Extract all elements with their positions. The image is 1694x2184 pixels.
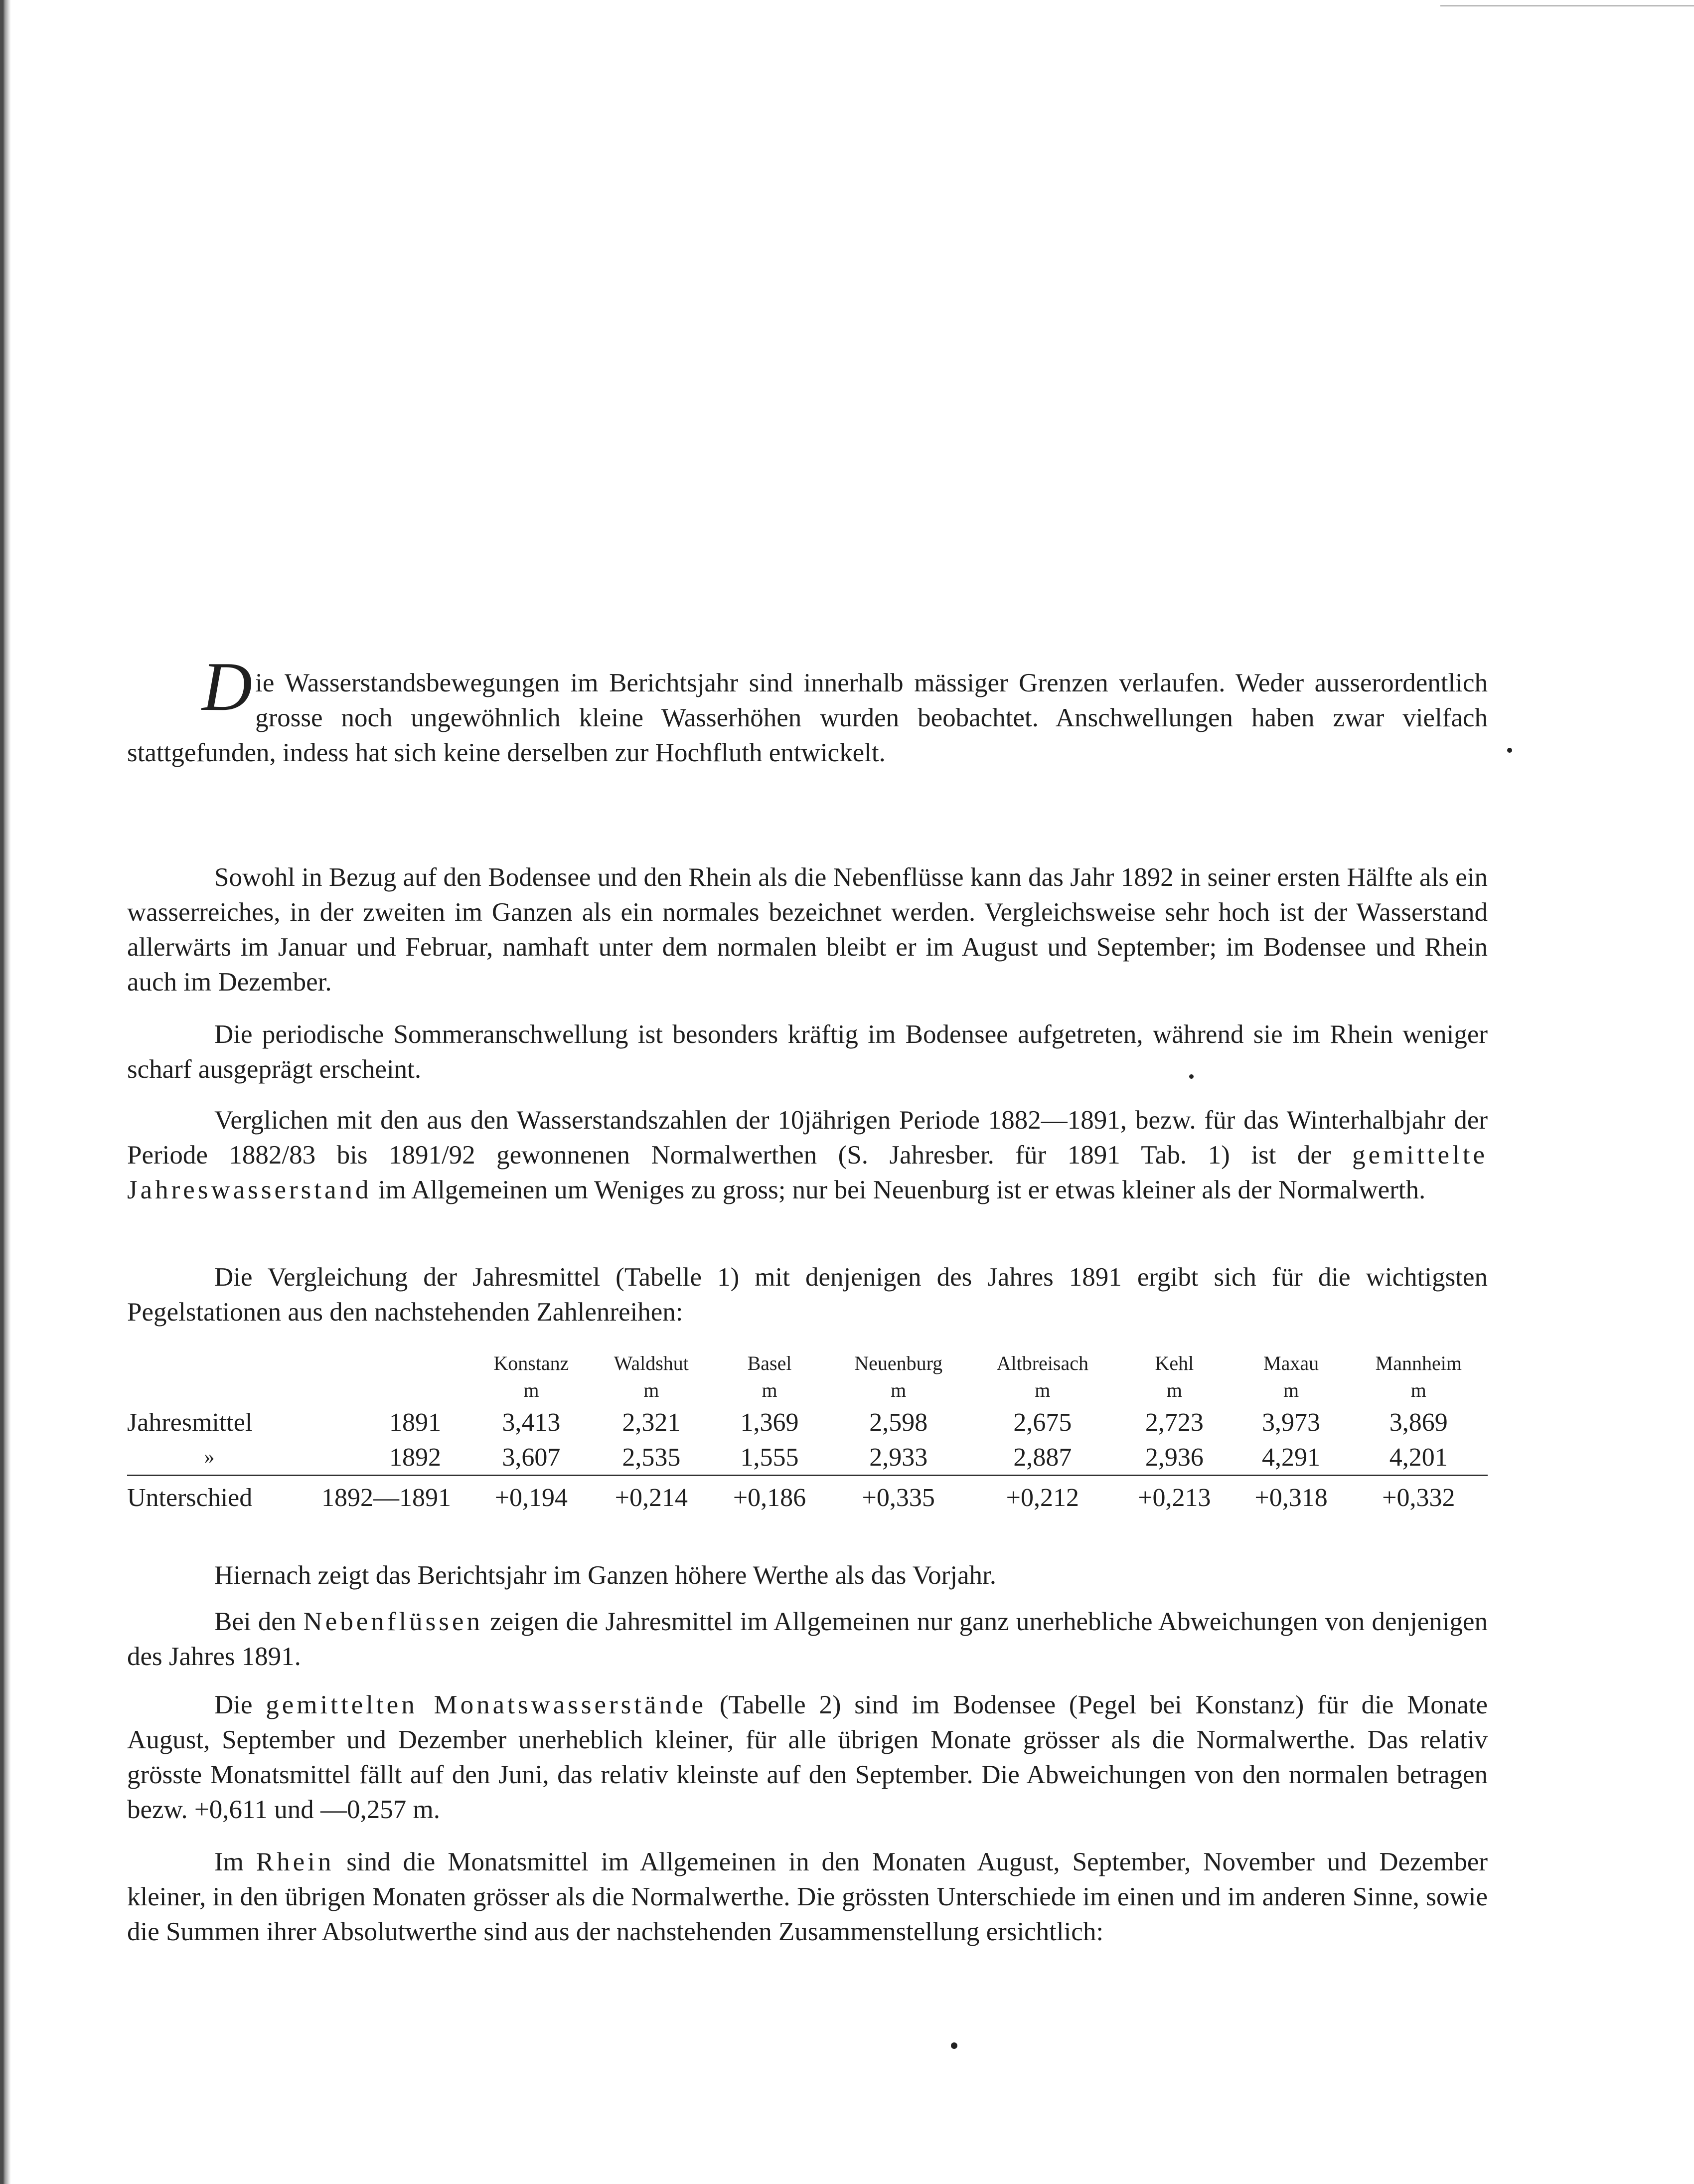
paragraph-7-text-a: Bei den xyxy=(214,1607,304,1636)
table-cell: 2,675 xyxy=(1013,1408,1072,1437)
header-unit: m xyxy=(1166,1378,1182,1401)
paragraph-intro xyxy=(127,648,1488,770)
paragraph-6-text: Hiernach zeigt das Berichtsjahr im Ganzen höhere Werthe als das Vorjahr. xyxy=(214,1561,997,1590)
header-unit: m xyxy=(891,1378,907,1401)
comparison-table xyxy=(127,1346,1488,1519)
table-cell: 1,369 xyxy=(740,1408,799,1437)
table-cell: +0,332 xyxy=(1382,1483,1455,1512)
scan-speck xyxy=(1507,748,1512,753)
table-cell: +0,318 xyxy=(1254,1483,1328,1512)
paragraph-7 xyxy=(127,1604,1488,1674)
header-unit: m xyxy=(643,1378,659,1401)
paragraph-4-text-a: Verglichen mit den aus den Wasserstandszahlen der 10jährigen Periode 1882—1891, bezw. für das Winterhalbjahr der Periode 1882/83 bis 1891/92 gewonnenen Normalwerthen (S. Jahresber. für 1891 Tab. 1) ist der xyxy=(127,1106,1488,1170)
header-station: Kehl xyxy=(1155,1352,1194,1374)
paragraph-3-text: Die periodische Sommeranschwellung ist besonders kräftig im Bodensee aufgetreten, während sie im Rhein weniger scharf ausgeprägt erscheint. xyxy=(127,1020,1488,1084)
header-station: Altbreisach xyxy=(996,1352,1088,1374)
table-cell: +0,214 xyxy=(615,1483,688,1512)
paragraph-4-emphasis: gemittelte Jahreswasserstand xyxy=(127,1141,1488,1204)
table-cell: 1,555 xyxy=(711,1440,828,1476)
header-station: Konstanz xyxy=(493,1352,569,1374)
paragraph-7-text-b: zeigen die Jahresmittel im Allgemeinen nur ganz unerhebliche Abweichungen von denjenigen des Jahres 1891. xyxy=(127,1607,1488,1671)
table-cell: 3,607 xyxy=(471,1440,592,1476)
paragraph-8-emphasis: gemittelten Monatswasserstände xyxy=(266,1690,707,1719)
header-unit: m xyxy=(523,1378,539,1401)
row-label: Jahresmittel xyxy=(127,1408,253,1437)
table-header-units xyxy=(127,1375,1488,1405)
table-cell: +0,194 xyxy=(494,1483,568,1512)
table-cell: 2,936 xyxy=(1116,1440,1232,1476)
header-station: Mannheim xyxy=(1375,1352,1462,1374)
table-cell: 2,887 xyxy=(969,1440,1116,1476)
row-label: Unterschied xyxy=(127,1483,253,1512)
paragraph-8-text-a: Die xyxy=(214,1690,266,1719)
paragraph-9-text-a: Im xyxy=(214,1848,256,1876)
paragraph-9-emphasis: Rhein xyxy=(256,1848,334,1876)
scan-binding-edge xyxy=(0,0,11,2184)
table-cell: 3,973 xyxy=(1262,1408,1321,1437)
header-unit: m xyxy=(1283,1378,1299,1401)
paragraph-9 xyxy=(127,1845,1488,1949)
header-station: Maxau xyxy=(1263,1352,1319,1374)
row-label-ditto: » xyxy=(127,1440,292,1476)
table-cell: 2,535 xyxy=(592,1440,711,1476)
header-station: Neuenburg xyxy=(854,1352,943,1374)
row-year: 1892 xyxy=(292,1440,471,1476)
table-row xyxy=(127,1440,1488,1476)
paragraph-8-text-b: (Tabelle 2) sind im Bodensee (Pegel bei Konstanz) für die Monate August, September und Dezember unerheblich kleiner, für alle übrigen Monate grösser als die Normalwerthe. Das relativ grösste Monatsmittel fällt auf den Juni, das relativ kleinste auf den September. Die Abweichungen von den normalen betragen bezw. +0,611 und —0,257 m. xyxy=(127,1690,1488,1824)
scan-top-edge xyxy=(1440,5,1694,6)
table-row-difference xyxy=(127,1476,1488,1519)
table-cell: 4,291 xyxy=(1232,1440,1349,1476)
header-unit: m xyxy=(762,1378,777,1401)
scan-speck xyxy=(951,2042,957,2049)
table-row xyxy=(127,1405,1488,1440)
table-cell: 3,413 xyxy=(502,1408,561,1437)
paragraph-4 xyxy=(127,1103,1488,1207)
header-unit: m xyxy=(1035,1378,1051,1401)
paragraph-5 xyxy=(127,1260,1488,1330)
paragraph-8 xyxy=(127,1687,1488,1827)
header-station: Waldshut xyxy=(614,1352,689,1374)
paragraph-2 xyxy=(127,860,1488,1000)
table-header-stations xyxy=(127,1346,1488,1375)
drop-cap: D xyxy=(202,648,253,725)
row-year: 1892—1891 xyxy=(321,1483,451,1512)
paragraph-1-text: ie Wasserstandsbewegungen im Berichtsjahr sind innerhalb mässiger Grenzen verlaufen. Weder ausserordentlich grosse noch ungewöhnlich kleine Wasserhöhen wurden beobachtet. Anschwellungen haben zwar vielfach stattgefunden, indess hat sich keine derselben zur Hochfluth entwickelt. xyxy=(127,669,1488,767)
table-cell: +0,212 xyxy=(1006,1483,1079,1512)
paragraph-7-emphasis: Nebenflüssen xyxy=(303,1607,483,1636)
table-cell: +0,213 xyxy=(1138,1483,1211,1512)
header-station: Basel xyxy=(747,1352,792,1374)
paragraph-9-text-b: sind die Monatsmittel im Allgemeinen in den Monaten August, September, November und Dezember kleiner, in den übrigen Monaten grösser als die Normalwerthe. Die grössten Unterschiede im einen und im anderen Sinne, sowie die Summen ihrer Absolutwerthe sind aus der nachstehenden Zusammenstellung ersichtlich: xyxy=(127,1848,1488,1946)
header-unit: m xyxy=(1410,1378,1426,1401)
row-year: 1891 xyxy=(389,1408,441,1437)
table-cell: 2,933 xyxy=(828,1440,969,1476)
paragraph-3 xyxy=(127,1017,1488,1087)
paragraph-4-text-b: im Allgemeinen um Weniges zu gross; nur bei Neuenburg ist er etwas kleiner als der Normalwerth. xyxy=(371,1176,1426,1204)
table-cell: 2,598 xyxy=(869,1408,928,1437)
paragraph-2-text: Sowohl in Bezug auf den Bodensee und den Rhein als die Nebenflüsse kann das Jahr 1892 in seiner ersten Hälfte als ein wasserreiches, in der zweiten im Ganzen als ein normales bezeichnet werden. Vergleichsweise sehr hoch ist der Wasserstand allerwärts im Januar und Februar, namhaft unter dem normalen bleibt er im August und September; im Bodensee und Rhein auch im Dezember. xyxy=(127,863,1488,997)
table-cell: +0,335 xyxy=(862,1483,935,1512)
table-cell: 3,869 xyxy=(1389,1408,1448,1437)
table-cell: 4,201 xyxy=(1350,1440,1488,1476)
paragraph-5-text: Die Vergleichung der Jahresmittel (Tabelle 1) mit denjenigen des Jahres 1891 ergibt sich für die wichtigsten Pegelstationen aus den nachstehenden Zahlenreihen: xyxy=(127,1263,1488,1327)
table-cell: +0,186 xyxy=(733,1483,806,1512)
table-cell: 2,321 xyxy=(622,1408,681,1437)
scan-speck xyxy=(1189,1074,1194,1079)
paragraph-6 xyxy=(127,1558,1488,1593)
table-cell: 2,723 xyxy=(1145,1408,1204,1437)
